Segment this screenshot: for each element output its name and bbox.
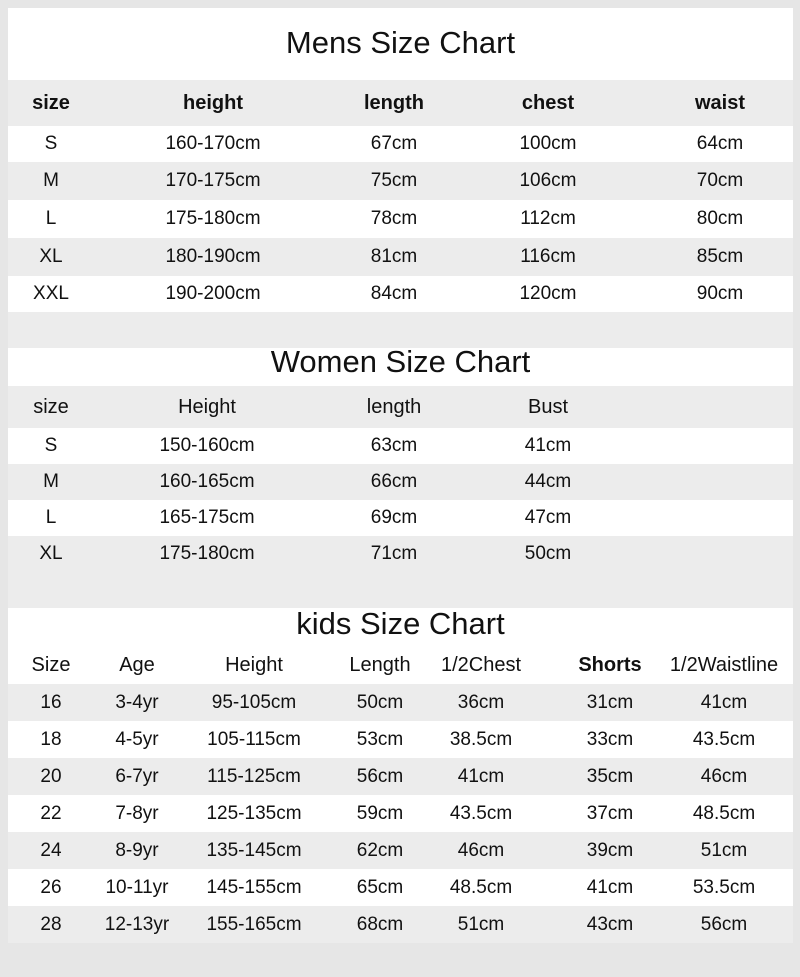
kids-row [8,684,793,721]
kids-header-chest: 1/2Chest [440,653,522,676]
kids-age: 3-4yr [115,691,159,713]
women-bust: 44cm [524,471,572,492]
kids-length: 56cm [356,765,404,787]
kids-length: 53cm [356,728,404,750]
mens-chest: 112cm [520,208,576,229]
kids-chest: 51cm [457,913,505,935]
kids-height: 135-145cm [206,839,302,861]
kids-age: 8-9yr [115,839,159,861]
mens-size: S [44,133,58,154]
women-header-length: length [366,395,422,418]
mens-header-waist: waist [694,91,746,114]
women-length: 71cm [370,543,418,564]
women-length: 63cm [370,435,418,456]
kids-row [8,906,793,943]
mens-chest: 116cm [520,246,576,267]
mens-size: L [45,208,57,229]
mens-row [8,126,793,162]
kids-chest: 36cm [457,691,505,713]
mens-chest: 100cm [519,133,577,154]
mens-length: 81cm [370,246,418,267]
kids-row [8,869,793,906]
women-row [8,536,793,572]
kids-chest: 41cm [457,765,505,787]
mens-waist: 64cm [696,133,744,154]
kids-height: 125-135cm [206,802,302,824]
mens-header-size: size [32,91,70,114]
women-row [8,428,793,464]
kids-size: 26 [40,876,62,898]
kids-header-waistline: 1/2Waistline [669,653,779,676]
women-header-size: size [33,395,69,418]
women-header-row [8,386,793,428]
mens-size: M [43,170,59,191]
kids-shorts: 31cm [586,691,634,713]
women-size: S [44,435,58,456]
women-size: L [45,507,57,528]
kids-shorts: 39cm [586,839,634,861]
kids-age: 7-8yr [115,802,159,824]
kids-height: 95-105cm [211,691,297,713]
mens-chest: 120cm [519,283,577,304]
kids-chest: 38.5cm [449,728,513,750]
mens-height: 160-170cm [165,133,261,154]
kids-shorts: 41cm [586,876,634,898]
kids-height: 155-165cm [206,913,302,935]
women-height: 165-175cm [159,507,255,528]
women-row [8,500,793,536]
kids-title: kids Size Chart [296,606,505,641]
mens-waist: 90cm [696,283,744,304]
kids-chest: 46cm [457,839,505,861]
kids-waistline: 41cm [700,691,748,713]
mens-header-height: height [183,91,243,114]
women-header-height: Height [178,395,236,418]
kids-length: 59cm [356,802,404,824]
kids-waistline: 46cm [700,765,748,787]
kids-size: 24 [40,839,62,861]
mens-title: Mens Size Chart [285,25,516,60]
kids-header-size: Size [31,653,71,676]
mens-length: 78cm [370,208,418,229]
kids-age: 4-5yr [115,728,159,750]
kids-size: 20 [40,765,62,787]
women-length: 66cm [370,471,418,492]
women-header-bust: Bust [527,395,569,418]
kids-row [8,758,793,795]
mens-size: XXL [33,283,69,304]
mens-height: 190-200cm [165,283,261,304]
kids-waistline: 56cm [700,913,748,935]
women-size: M [43,471,59,492]
mens-row [8,276,793,312]
kids-waistline: 51cm [700,839,748,861]
women-bust: 50cm [524,543,572,564]
kids-length: 68cm [356,913,404,935]
kids-header-height: Height [225,653,283,676]
mens-height: 180-190cm [165,246,261,267]
kids-row [8,832,793,869]
kids-age: 10-11yr [105,876,169,898]
women-bust: 47cm [524,507,572,528]
kids-size: 22 [40,802,62,824]
kids-length: 62cm [356,839,404,861]
mens-footer-band [8,312,793,348]
mens-row [8,200,793,238]
mens-header-chest: chest [521,91,575,114]
mens-length: 67cm [370,133,418,154]
women-height: 175-180cm [159,543,255,564]
kids-waistline: 43.5cm [692,728,756,750]
mens-height: 175-180cm [165,208,261,229]
mens-waist: 85cm [696,246,744,267]
kids-chest: 48.5cm [449,876,513,898]
kids-shorts: 35cm [586,765,634,787]
kids-shorts: 37cm [586,802,634,824]
kids-waistline: 48.5cm [692,802,756,824]
kids-length: 50cm [356,691,404,713]
women-height: 150-160cm [159,435,255,456]
kids-waistline: 53.5cm [692,876,756,898]
kids-height: 105-115cm [207,728,301,750]
kids-row [8,721,793,758]
women-row [8,464,793,500]
kids-length: 65cm [356,876,404,898]
kids-height: 145-155cm [206,876,302,898]
kids-shorts: 33cm [586,728,634,750]
mens-size: XL [39,246,63,267]
kids-chest: 43.5cm [449,802,513,824]
women-bust: 41cm [524,435,572,456]
women-size: XL [39,543,63,564]
mens-row [8,162,793,200]
kids-size: 28 [40,913,62,935]
mens-row [8,238,793,276]
kids-header-age: Age [119,653,155,676]
mens-header-row [8,80,793,126]
kids-row [8,795,793,832]
mens-length: 84cm [370,283,418,304]
women-footer-band [8,572,793,608]
kids-size: 18 [40,728,62,750]
women-length: 69cm [370,507,418,528]
mens-height: 170-175cm [165,170,261,191]
kids-header-length: Length [349,653,411,676]
mens-waist: 70cm [696,170,744,191]
mens-header-length: length [364,91,424,114]
kids-header-shorts: Shorts [578,653,642,676]
mens-chest: 106cm [519,170,577,191]
kids-size: 16 [40,691,62,713]
kids-age: 6-7yr [115,765,159,787]
kids-height: 115-125cm [207,765,301,787]
mens-length: 75cm [370,170,418,191]
mens-waist: 80cm [696,208,744,229]
women-title: Women Size Chart [270,344,531,379]
kids-header-row [8,646,793,684]
women-height: 160-165cm [159,471,255,492]
kids-shorts: 43cm [586,913,634,935]
kids-age: 12-13yr [104,913,170,935]
